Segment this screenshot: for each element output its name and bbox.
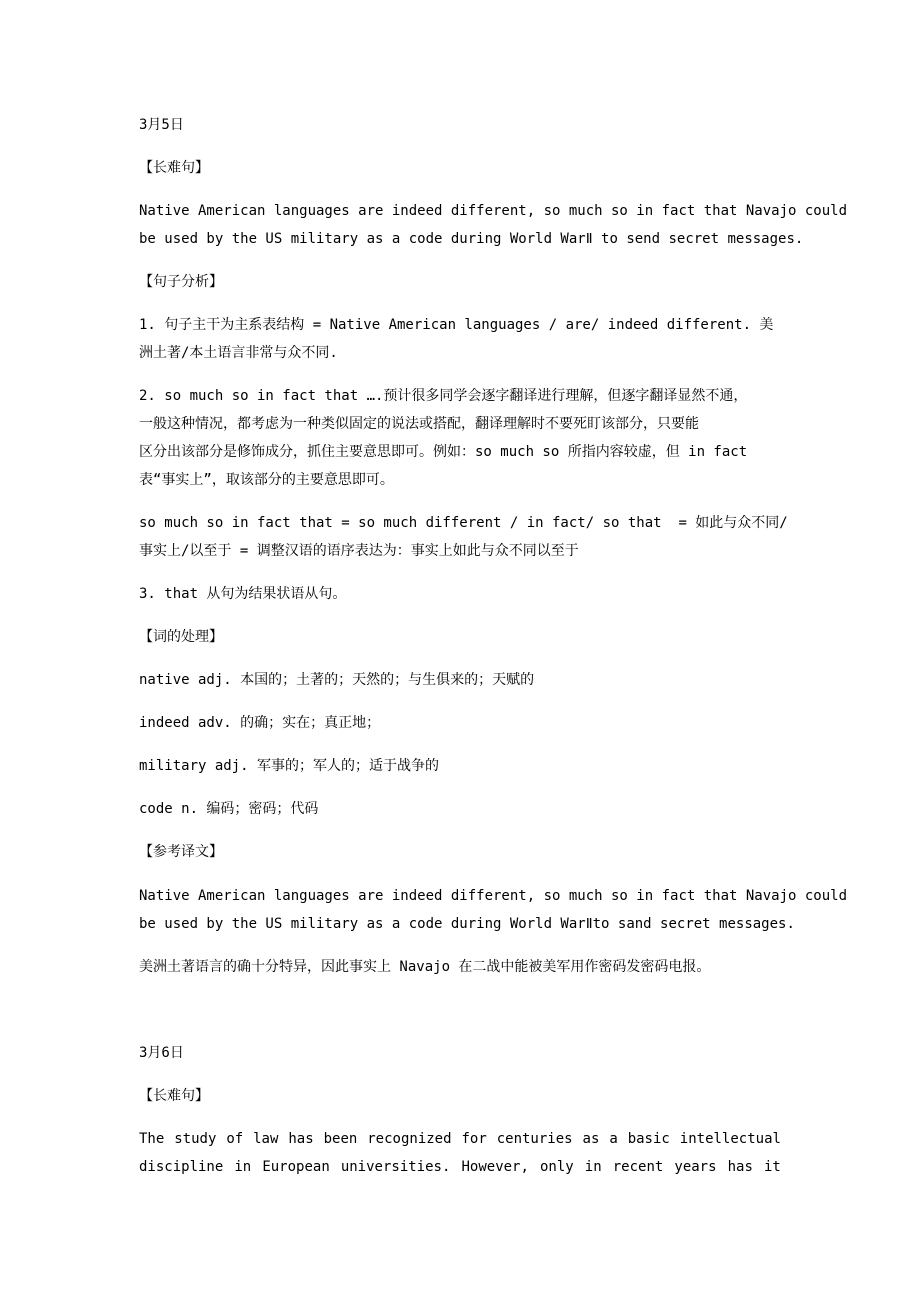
reference-line-1: Native American languages are indeed different, so much so in fact that Navajo could [139, 888, 848, 904]
word: recognized [367, 1131, 452, 1147]
heading-analysis: 【句子分析】 [139, 274, 223, 290]
word: it [764, 1159, 781, 1175]
analysis-p1-line-1: 1. 句子主干为主系表结构 = Native American languages / are/ indeed different. 美 [139, 317, 774, 333]
word: only [540, 1159, 574, 1175]
word: universities. [340, 1159, 451, 1175]
sentence2-line-1 [139, 1129, 781, 1149]
word: been [323, 1131, 358, 1147]
word: European [262, 1159, 330, 1175]
analysis-p2-line-1: 2. so much so in fact that ….预计很多同学会逐字翻译进行理解，但逐字翻译显然不通， [139, 388, 748, 404]
word: a [609, 1131, 618, 1147]
word: has [727, 1159, 753, 1175]
heading-reference-translation: 【参考译文】 [139, 844, 223, 860]
word: discipline [139, 1159, 224, 1175]
word-military: military adj. 军事的；军人的；适于战争的 [139, 758, 440, 774]
heading-words: 【词的处理】 [139, 629, 223, 645]
date-heading-1: 3月5日 [139, 117, 184, 133]
word: as [582, 1131, 600, 1147]
sentence-line-1: Native American languages are indeed different, so much so in fact that Navajo could [139, 203, 848, 219]
analysis-p3-line-1: so much so in fact that = so much different / in fact/ so that = 如此与众不同/ [139, 515, 788, 531]
heading-long-sentence-2: 【长难句】 [139, 1088, 209, 1104]
word: has [288, 1131, 314, 1147]
word: years [674, 1159, 717, 1175]
word: study [174, 1131, 217, 1147]
word: in [234, 1159, 252, 1175]
word-native: native adj. 本国的；土著的；天然的；与生俱来的；天赋的 [139, 672, 535, 688]
word: However, [461, 1159, 529, 1175]
word: basic [627, 1131, 670, 1147]
word: of [226, 1131, 244, 1147]
date-heading-2: 3月6日 [139, 1045, 184, 1061]
reference-line-2: be used by the US military as a code during World WarⅡto sand secret messages. [139, 916, 795, 932]
analysis-p1-line-2: 洲土著/本土语言非常与众不同. [139, 345, 338, 361]
word: centuries [496, 1131, 573, 1147]
analysis-p4: 3. that 从句为结果状语从句。 [139, 586, 347, 602]
sentence2-line-2 [139, 1157, 781, 1177]
analysis-p2-line-3: 区分出该部分是修饰成分，抓住主要意思即可。例如：so much so 所指内容较虚，但 in fact [139, 444, 748, 460]
word: law [253, 1131, 279, 1147]
word-code: code n. 编码；密码；代码 [139, 801, 319, 817]
word: recent [612, 1159, 664, 1175]
heading-long-sentence-1: 【长难句】 [139, 160, 209, 176]
reference-chinese: 美洲土著语言的确十分特异，因此事实上 Navajo 在二战中能被美军用作密码发密码电报。 [139, 959, 711, 975]
word: in [584, 1159, 602, 1175]
word-indeed: indeed adv. 的确；实在；真正地； [139, 715, 381, 731]
analysis-p2-line-4: 表“事实上”，取该部分的主要意思即可。 [139, 472, 394, 488]
word: for [461, 1131, 487, 1147]
analysis-p2-line-2: 一般这种情况，都考虑为一种类似固定的说法或搭配，翻译理解时不要死盯该部分，只要能 [139, 416, 699, 432]
word: intellectual [679, 1131, 781, 1147]
word: The [139, 1131, 165, 1147]
sentence-line-2: be used by the US military as a code during World WarⅡ to send secret messages. [139, 231, 804, 247]
analysis-p3-line-2: 事实上/以至于 = 调整汉语的语序表达为：事实上如此与众不同以至于 [139, 543, 579, 559]
